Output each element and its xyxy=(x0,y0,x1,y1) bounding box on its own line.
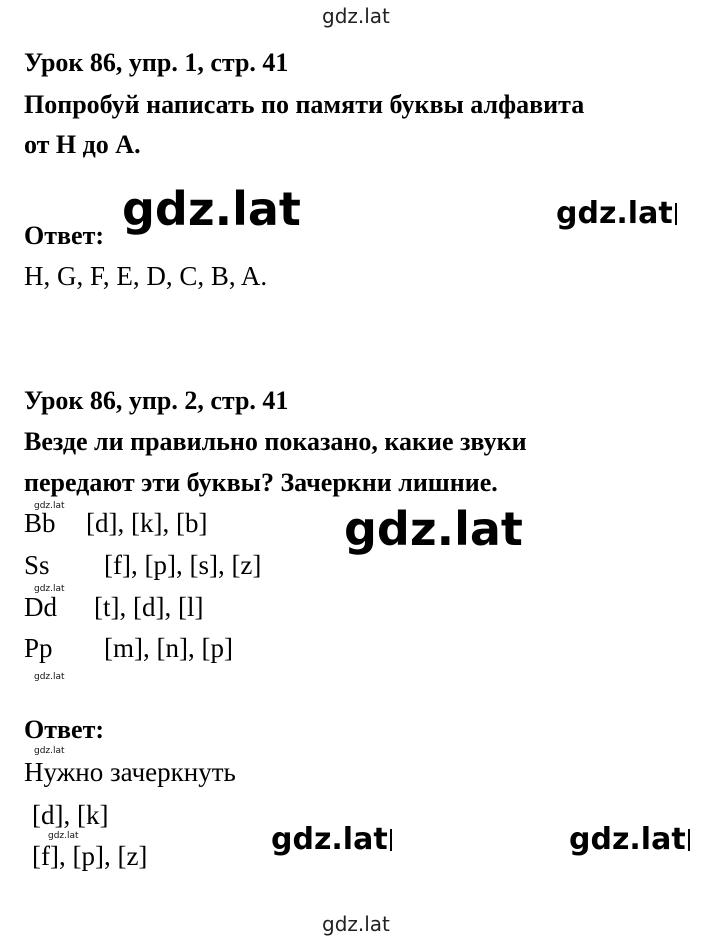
row-sounds-ss: [f], [p], [s], [z] xyxy=(104,550,262,580)
watermark-small-4: gdz.lat xyxy=(34,746,65,756)
ex1-title: Урок 86, упр. 1, стр. 41 xyxy=(24,48,289,77)
ex2-answer-label: Ответ: xyxy=(24,715,105,744)
row-sounds-dd: [t], [d], [l] xyxy=(94,592,204,622)
ex2-answer-line2: [f], [p], [z] xyxy=(32,841,148,871)
watermark-bottom-right: gdz.lat xyxy=(569,822,690,857)
ex2-task-line2: передают эти буквы? Зачеркни лишние. xyxy=(24,468,498,497)
ex2-task-line1: Везде ли правильно показано, какие звуки xyxy=(24,427,527,456)
row-letters-pp: Pp xyxy=(24,633,53,663)
ex2-answer-line1: [d], [k] xyxy=(32,800,109,830)
ex1-answer-label: Ответ: xyxy=(24,221,105,250)
row-letters-dd: Dd xyxy=(24,592,57,622)
watermark-bottom-mid: gdz.lat xyxy=(271,822,392,857)
ex2-title: Урок 86, упр. 2, стр. 41 xyxy=(24,386,289,415)
ex2-answer-intro: Нужно зачеркнуть xyxy=(24,757,236,787)
watermark-small-1: gdz.lat xyxy=(34,501,65,511)
watermark-top: gdz.lat xyxy=(322,4,390,28)
row-letters-bb: Bb xyxy=(24,508,56,538)
watermark-bottom: gdz.lat xyxy=(322,912,390,936)
row-sounds-bb: [d], [k], [b] xyxy=(86,508,208,538)
watermark-large-2: gdz.lat xyxy=(344,502,523,556)
ex1-answer-text: H, G, F, E, D, C, B, A. xyxy=(24,261,268,291)
watermark-large: gdz.lat xyxy=(122,182,301,236)
ex1-task-line1: Попробуй написать по памяти буквы алфавита xyxy=(24,90,585,119)
watermark-right: gdz.lat xyxy=(556,196,677,231)
watermark-small-3: gdz.lat xyxy=(34,672,65,682)
row-letters-ss: Ss xyxy=(24,550,50,580)
watermark-small-2: gdz.lat xyxy=(34,584,65,594)
ex1-task-line2: от H до A. xyxy=(24,130,141,159)
watermark-small-5: gdz.lat xyxy=(48,831,79,841)
row-sounds-pp: [m], [n], [p] xyxy=(104,633,233,663)
